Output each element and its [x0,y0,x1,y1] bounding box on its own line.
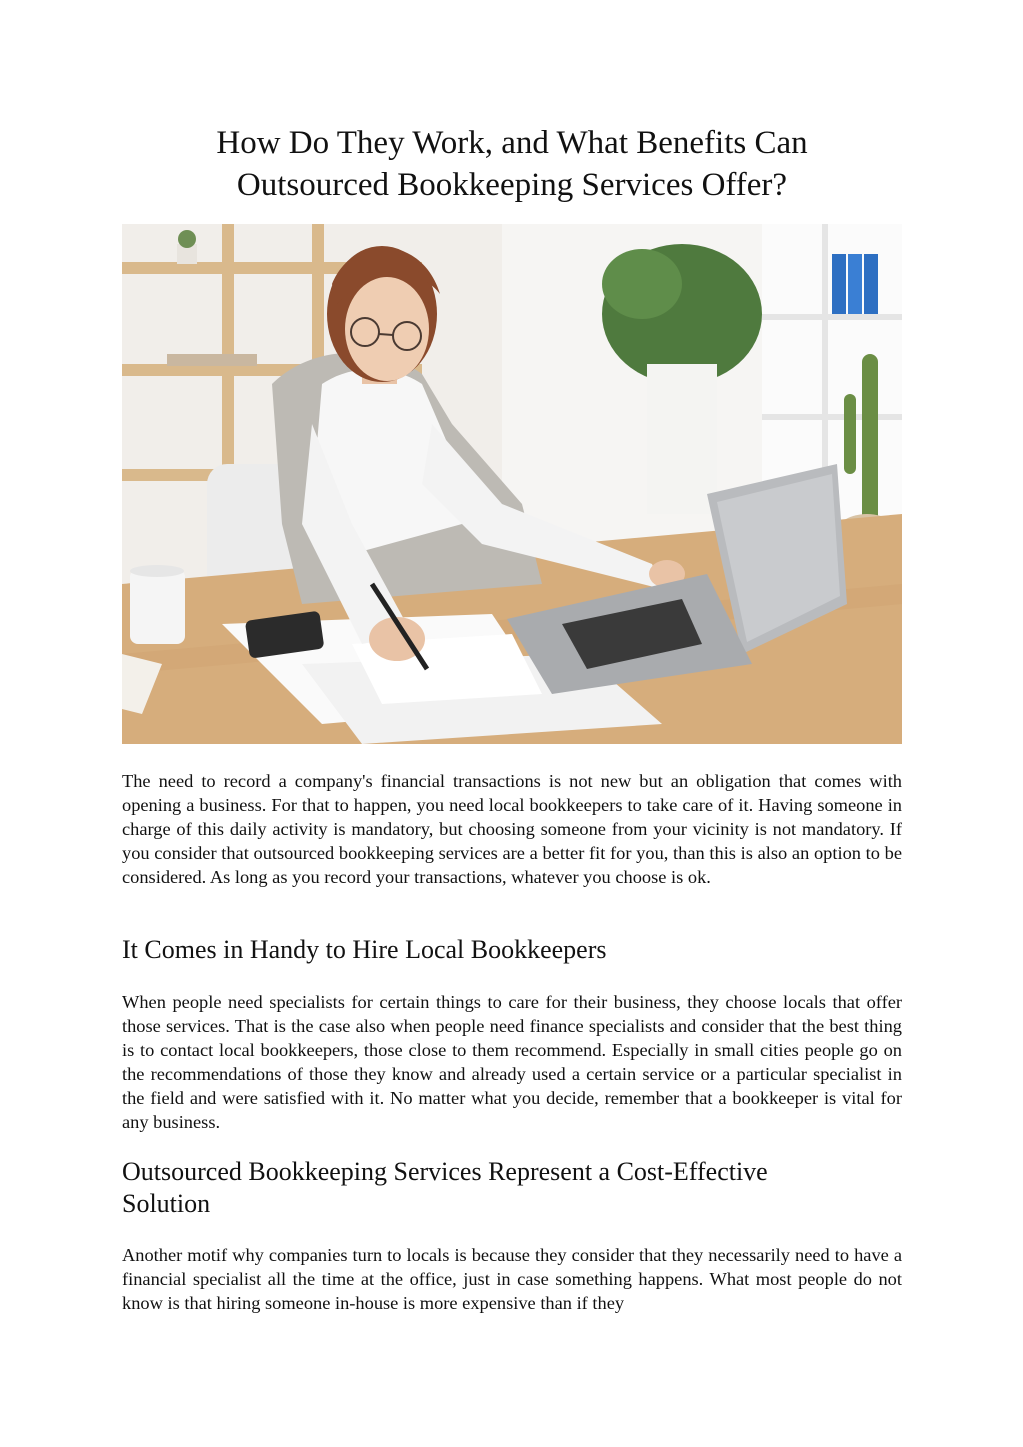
local-bookkeepers-paragraph: When people need specialists for certain things to care for their business, they choose locals that offer those services. That is the case also when people need finance specialists and consider that the best thing is to contact local bookkeepers, those close to them recommend. Especially in small cities people go on the recommendations of those they know and already used a certain service or a particular specialist in the field and were satisfied with it. No matter what you decide, remember that a bookkeeper is vital for any business. [122,992,902,1132]
cost-effective-paragraph: Another motif why companies turn to locals is because they consider that they necessarily need to have a financial specialist all the time at the office, just in case something happens. What most people do not know is that hiring someone in-house is more expensive than if they [122,1245,902,1313]
heading-line-2: Solution [122,1189,211,1218]
title-line-2: Outsourced Bookkeeping Services Offer? [236,167,788,203]
intro-paragraph: The need to record a company's financial transactions is not new but an obligation that comes with opening a business. For that to happen, you need local bookkeepers to take care of it. Having someone in charge of this daily activity is mandatory, but choosing someone from your vicinity is not mandatory. If you consider that outsourced bookkeeping services are a better fit for you, than this is also an option to be considered. As long as you record your transactions, whatever you choose is ok. [122,771,902,887]
section-heading-cost-effective [122,1156,902,1220]
title-line-1: How Do They Work, and What Benefits Can [216,125,808,161]
heading-line-1: Outsourced Bookkeeping Services Represent a Cost-Effective [122,1157,768,1186]
page-title [122,122,902,206]
hero-photo [122,224,902,744]
section-heading-local-bookkeepers: It Comes in Handy to Hire Local Bookkeepers [122,935,607,964]
